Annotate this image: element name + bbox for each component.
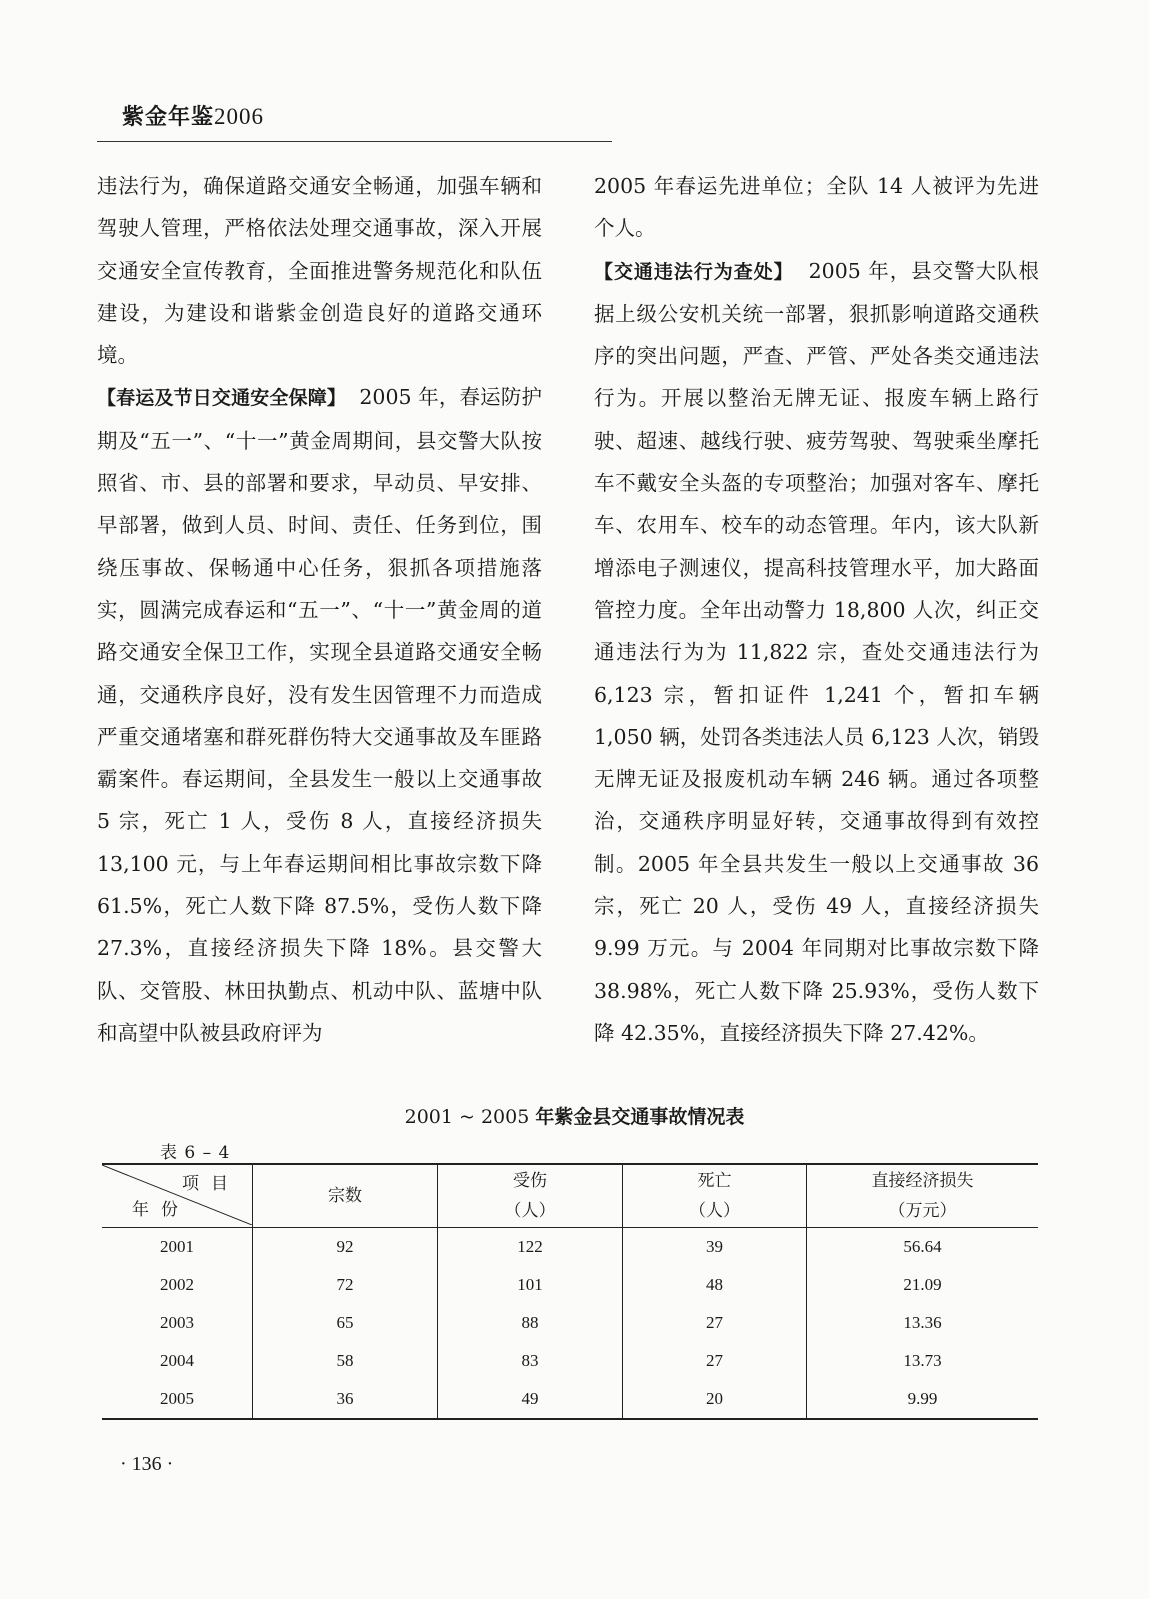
year-cell: 2002: [160, 1275, 194, 1294]
column-header-loss: [807, 1164, 1039, 1228]
table-number: 表 6 – 4: [160, 1143, 231, 1163]
cases-cell: 65: [253, 1304, 438, 1342]
spring-festival-section: [97, 376, 542, 1054]
loss-cell: 21.09: [807, 1266, 1039, 1304]
intro-paragraph: 违法行为，确保道路交通安全畅通，加强车辆和驾驶人管理，严格依法处理交通事故，深入开展交通安全宣传教育，全面推进警务规范化和队伍建设，为建设和谐紫金创造良好的道路交通环境。: [97, 174, 542, 368]
corner-top-label: 项目: [182, 1174, 240, 1194]
column-header-cases: [253, 1164, 438, 1228]
cases-cell: 92: [253, 1228, 438, 1267]
injured-cell: 122: [438, 1228, 623, 1267]
column-label: 宗数: [328, 1186, 362, 1206]
column-label: 受伤: [513, 1171, 547, 1191]
cases-cell: 58: [253, 1342, 438, 1380]
table-title: [0, 1102, 1149, 1129]
loss-cell: 56.64: [807, 1228, 1039, 1267]
column-unit: （人）: [689, 1201, 740, 1221]
year-cell: 2001: [160, 1237, 194, 1256]
loss-cell: 9.99: [807, 1380, 1039, 1419]
right-column: [594, 165, 1039, 1054]
page-number: · 136 ·: [120, 1453, 174, 1475]
column-header-deaths: [623, 1164, 807, 1228]
section-body-violations: 2005 年，县交警大队根据上级公安机关统一部署，狠抓影响道路交通秩序的突出问题，严查、严管、严处各类交通违法行为。开展以整治无牌无证、报废车辆上路行驶、超速、越线行驶、疲劳驾驶、驾驶乘坐摩托车不戴安全头盔的专项整治；加强对客车、摩托车、农用车、校车的动态管理。年内，该大队新增添电子测速仪，提高科技管理水平，加大路面管控力度。全年出动警力 18,800 人次，纠正交通违法行为为 11,822 宗，查处交通违法行为 6,123 宗，暂扣证件 1,241 个，暂扣车辆 1,050 辆，处罚各类违法人员 6,123 人次，销毁无牌无证及报废机动车辆 246 辆。通过各项整治，交通秩序明显好转，交通事故得到有效控制。2005 年全县共发生一般以上交通事故 36 宗，死亡 20 人，受伤 49 人，直接经济损失 9.99 万元。与 2004 年同期对比事故宗数下降 38.98%，死亡人数下降 25.93%，受伤人数下降 42.35%，直接经济损失下降 27.42%。: [594, 258, 1039, 1045]
year-cell: 2004: [160, 1351, 194, 1370]
injured-cell: 49: [438, 1380, 623, 1419]
corner-bottom-label: 年份: [132, 1200, 190, 1220]
column-unit: （万元）: [888, 1201, 957, 1221]
year-cell: 2003: [160, 1313, 194, 1332]
table-title-text: 年紫金县交通事故情况表: [535, 1106, 745, 1128]
deaths-cell: 27: [623, 1342, 807, 1380]
corner-header-cell: [102, 1164, 253, 1228]
column-header-injured: [438, 1164, 623, 1228]
section-title-violations: 【交通违法行为查处】: [594, 260, 794, 283]
accident-table: [102, 1163, 1038, 1420]
violations-section: [594, 250, 1039, 1055]
column-unit: （人）: [504, 1201, 556, 1221]
cases-cell: 72: [253, 1266, 438, 1304]
injured-cell: 88: [438, 1304, 623, 1342]
deaths-cell: 39: [623, 1228, 807, 1267]
continuation-paragraph: 2005 年春运先进单位；全队 14 人被评为先进个人。: [594, 174, 1039, 241]
table-row: [102, 1380, 1038, 1419]
cases-cell: 36: [253, 1380, 438, 1419]
injured-cell: 83: [438, 1342, 623, 1380]
year-cell: 2005: [102, 1380, 253, 1419]
table-row: [102, 1304, 1038, 1342]
deaths-cell: 48: [623, 1266, 807, 1304]
loss-cell: 13.73: [807, 1342, 1039, 1380]
loss-cell: 13.36: [807, 1304, 1039, 1342]
left-column: [97, 165, 542, 1054]
deaths-cell: 20: [623, 1380, 807, 1419]
book-title: 紫金年鉴: [122, 105, 215, 130]
column-label: 直接经济损失: [871, 1171, 974, 1191]
section-body-spring-festival: 2005 年，春运防护期及“五一”、“十一”黄金周期间，县交警大队按照省、市、县的部署和要求，早动员、早安排、早部署，做到人员、时间、责任、任务到位，围绕压事故、保畅通中心任务，狠抓各项措施落实，圆满完成春运和“五一”、“十一”黄金周的道路交通安全保卫工作，实现全县道路交通安全畅通，交通秩序良好，没有发生因管理不力而造成严重交通堵塞和群死群伤特大交通事故及车匪路霸案件。春运期间，全县发生一般以上交通事故 5 宗，死亡 1 人，受伤 8 人，直接经济损失 13,100 元，与上年春运期间相比事故宗数下降 61.5%，死亡人数下降 87.5%，受伤人数下降 27.3%，直接经济损失下降 18%。县交警大队、交管股、林田执勤点、机动中队、蓝塘中队和高望中队被县政府评为: [97, 385, 542, 1045]
section-title-spring-festival: 【春运及节日交通安全保障】: [97, 387, 347, 410]
deaths-cell: 27: [623, 1304, 807, 1342]
table-row: [102, 1342, 1038, 1380]
table-row: [102, 1228, 1038, 1267]
injured-cell: 101: [438, 1266, 623, 1304]
running-header: [122, 100, 264, 131]
column-label: 死亡: [697, 1171, 732, 1191]
header-rule: [97, 141, 612, 142]
table-header-row: [102, 1164, 1038, 1228]
book-year: 2006: [214, 104, 265, 129]
table-title-years: 2001 ~ 2005: [404, 1106, 530, 1128]
table-row: [102, 1266, 1038, 1304]
